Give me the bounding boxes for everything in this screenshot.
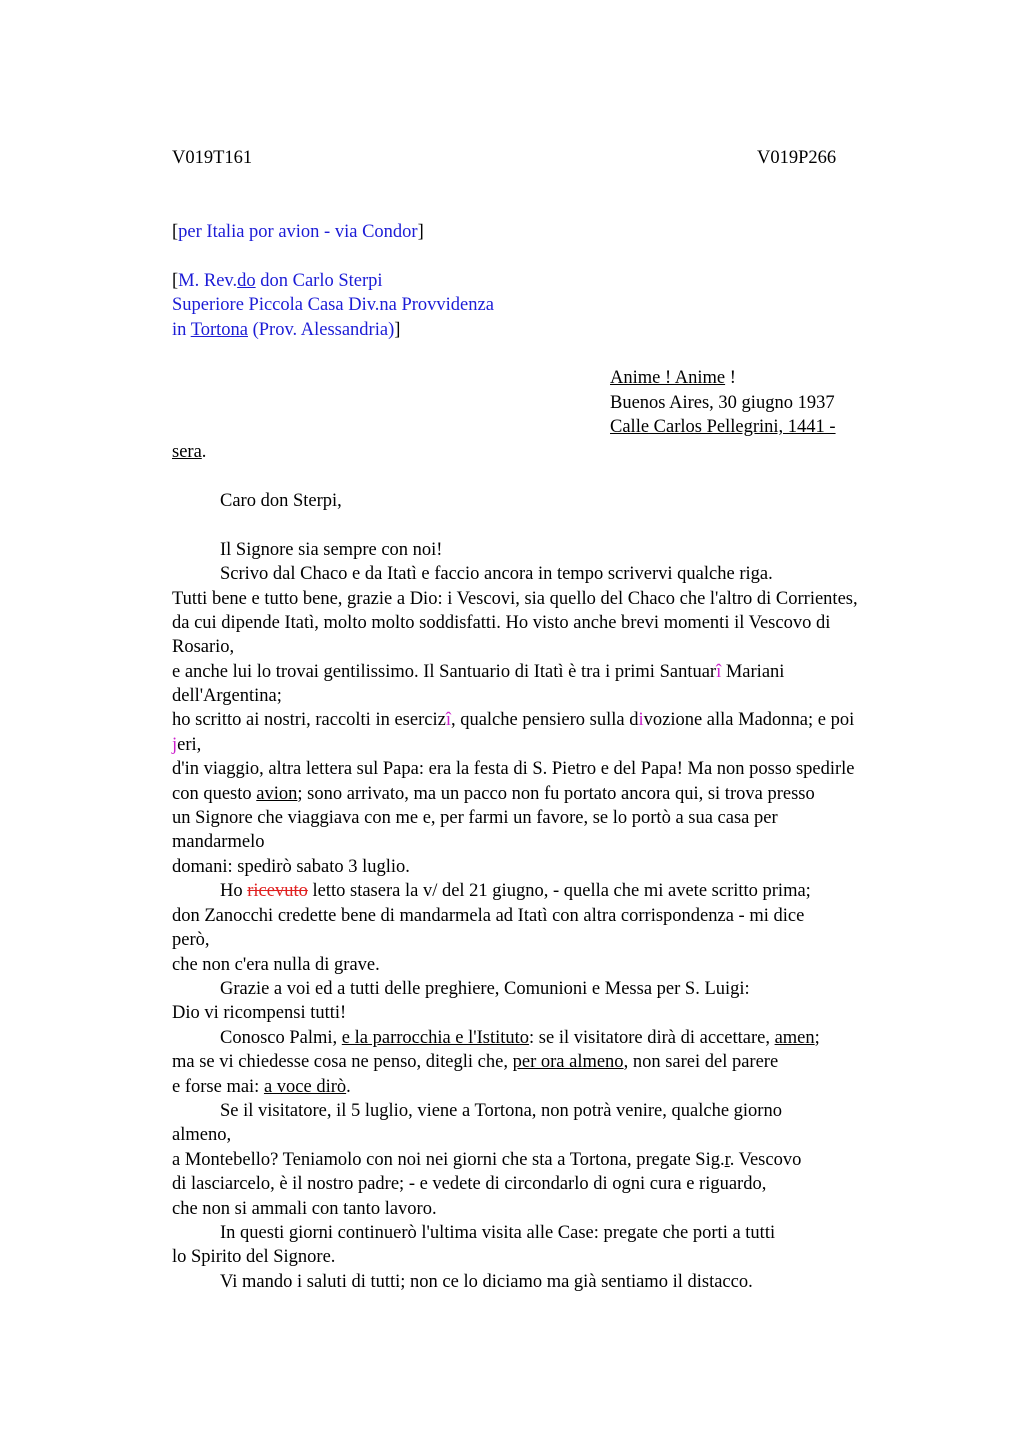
salutation: Caro don Sterpi, [220,491,342,511]
text-line: che non c'era nulla di grave. [172,955,380,975]
text-line: di lasciarcelo, è il nostro padre; - e vedete di circondarlo di ogni cura e riguardo, [172,1174,767,1194]
recipient-line-1: [M. Rev.do don Carlo Sterpi [172,271,383,291]
text-line: Tutti bene e tutto bene, grazie a Dio: i Vescovi, sia quello del Chaco che l'altro di Corrientes, [172,589,858,609]
place-date: Buenos Aires, 30 giugno 1937 [610,393,835,413]
text-line: Scrivo dal Chaco e da Itatì e faccio ancora in tempo scrivervi qualche riga. [220,564,773,584]
text-line: e forse mai: a voce dirò. [172,1077,351,1097]
text-line: che non si ammali con tanto lavoro. [172,1199,437,1219]
deleted-word: ricevuto [247,881,308,901]
recipient-city-line: in Tortona (Prov. Alessandria)] [172,320,401,340]
street-address: Calle Carlos Pellegrini, 1441 - [610,417,836,437]
document-code-left: V019T161 [172,148,253,168]
text-line: a Montebello? Teniamolo con noi nei giorni che sta a Tortona, pregate Sig.r. Vescovo [172,1150,802,1170]
recipient-title: Superiore Piccola Casa Div.na Provvidenza [172,295,494,315]
text-line: Dio vi ricompensi tutti! [172,1003,347,1023]
text-line: In questi giorni continuerò l'ultima visita alle Case: pregate che porti a tutti [220,1223,776,1243]
text-line: almeno, [172,1125,232,1145]
text-line: mandarmelo [172,832,265,852]
text-line: jeri, [172,735,202,755]
document-code-right: V019P266 [757,148,837,168]
text-line: Se il visitatore, il 5 luglio, viene a Tortona, non potrà venire, qualche giorno [220,1101,782,1121]
text-line: da cui dipende Itatì, molto molto soddisfatti. Ho visto anche brevi momenti il Vescovo di [172,613,831,633]
text-line: Grazie a voi ed a tutti delle preghiere, Comunioni e Messa per S. Luigi: [220,979,750,999]
text-line: Rosario, [172,637,235,657]
text-line: dell'Argentina; [172,686,282,706]
evening-note: sera. [172,442,207,462]
text-line: lo Spirito del Signore. [172,1247,336,1267]
text-line: ho scritto ai nostri, raccolti in esercizî, qualche pensiero sulla divozione alla Madonna; e poi [172,710,855,730]
text-line: però, [172,930,210,950]
text-line: Il Signore sia sempre con noi! [220,540,443,560]
text-line: Conosco Palmi, e la parrocchia e l'Istituto: se il visitatore dirà di accettare, amen; [220,1028,820,1048]
text-line: Ho ricevuto letto stasera la v/ del 21 giugno, - quella che mi avete scritto prima; [220,881,811,901]
text-line: d'in viaggio, altra lettera sul Papa: era la festa di S. Pietro e del Papa! Ma non posso spedirle [172,759,855,779]
text-line: ma se vi chiedesse cosa ne penso, ditegli che, per ora almeno, non sarei del parere [172,1052,779,1072]
text-line: don Zanocchi credette bene di mandarmela ad Itatì con altra corrispondenza - mi dice [172,906,805,926]
air-mail-note: [per Italia por avion - via Condor] [172,222,424,242]
text-line: domani: spedirò sabato 3 luglio. [172,857,410,877]
text-line: e anche lui lo trovai gentilissimo. Il Santuario di Itatì è tra i primi Santuarî Mariani [172,662,785,682]
text-line: Vi mando i saluti di tutti; non ce lo diciamo ma già sentiamo il distacco. [220,1272,753,1292]
text-line: un Signore che viaggiava con me e, per farmi un favore, se lo portò a sua casa per [172,808,778,828]
motto: Anime ! Anime ! [610,368,736,388]
air-mail-note-text: per Italia por avion - via Condor [178,222,418,242]
text-line: con questo avion; sono arrivato, ma un pacco non fu portato ancora qui, si trova presso [172,784,815,804]
